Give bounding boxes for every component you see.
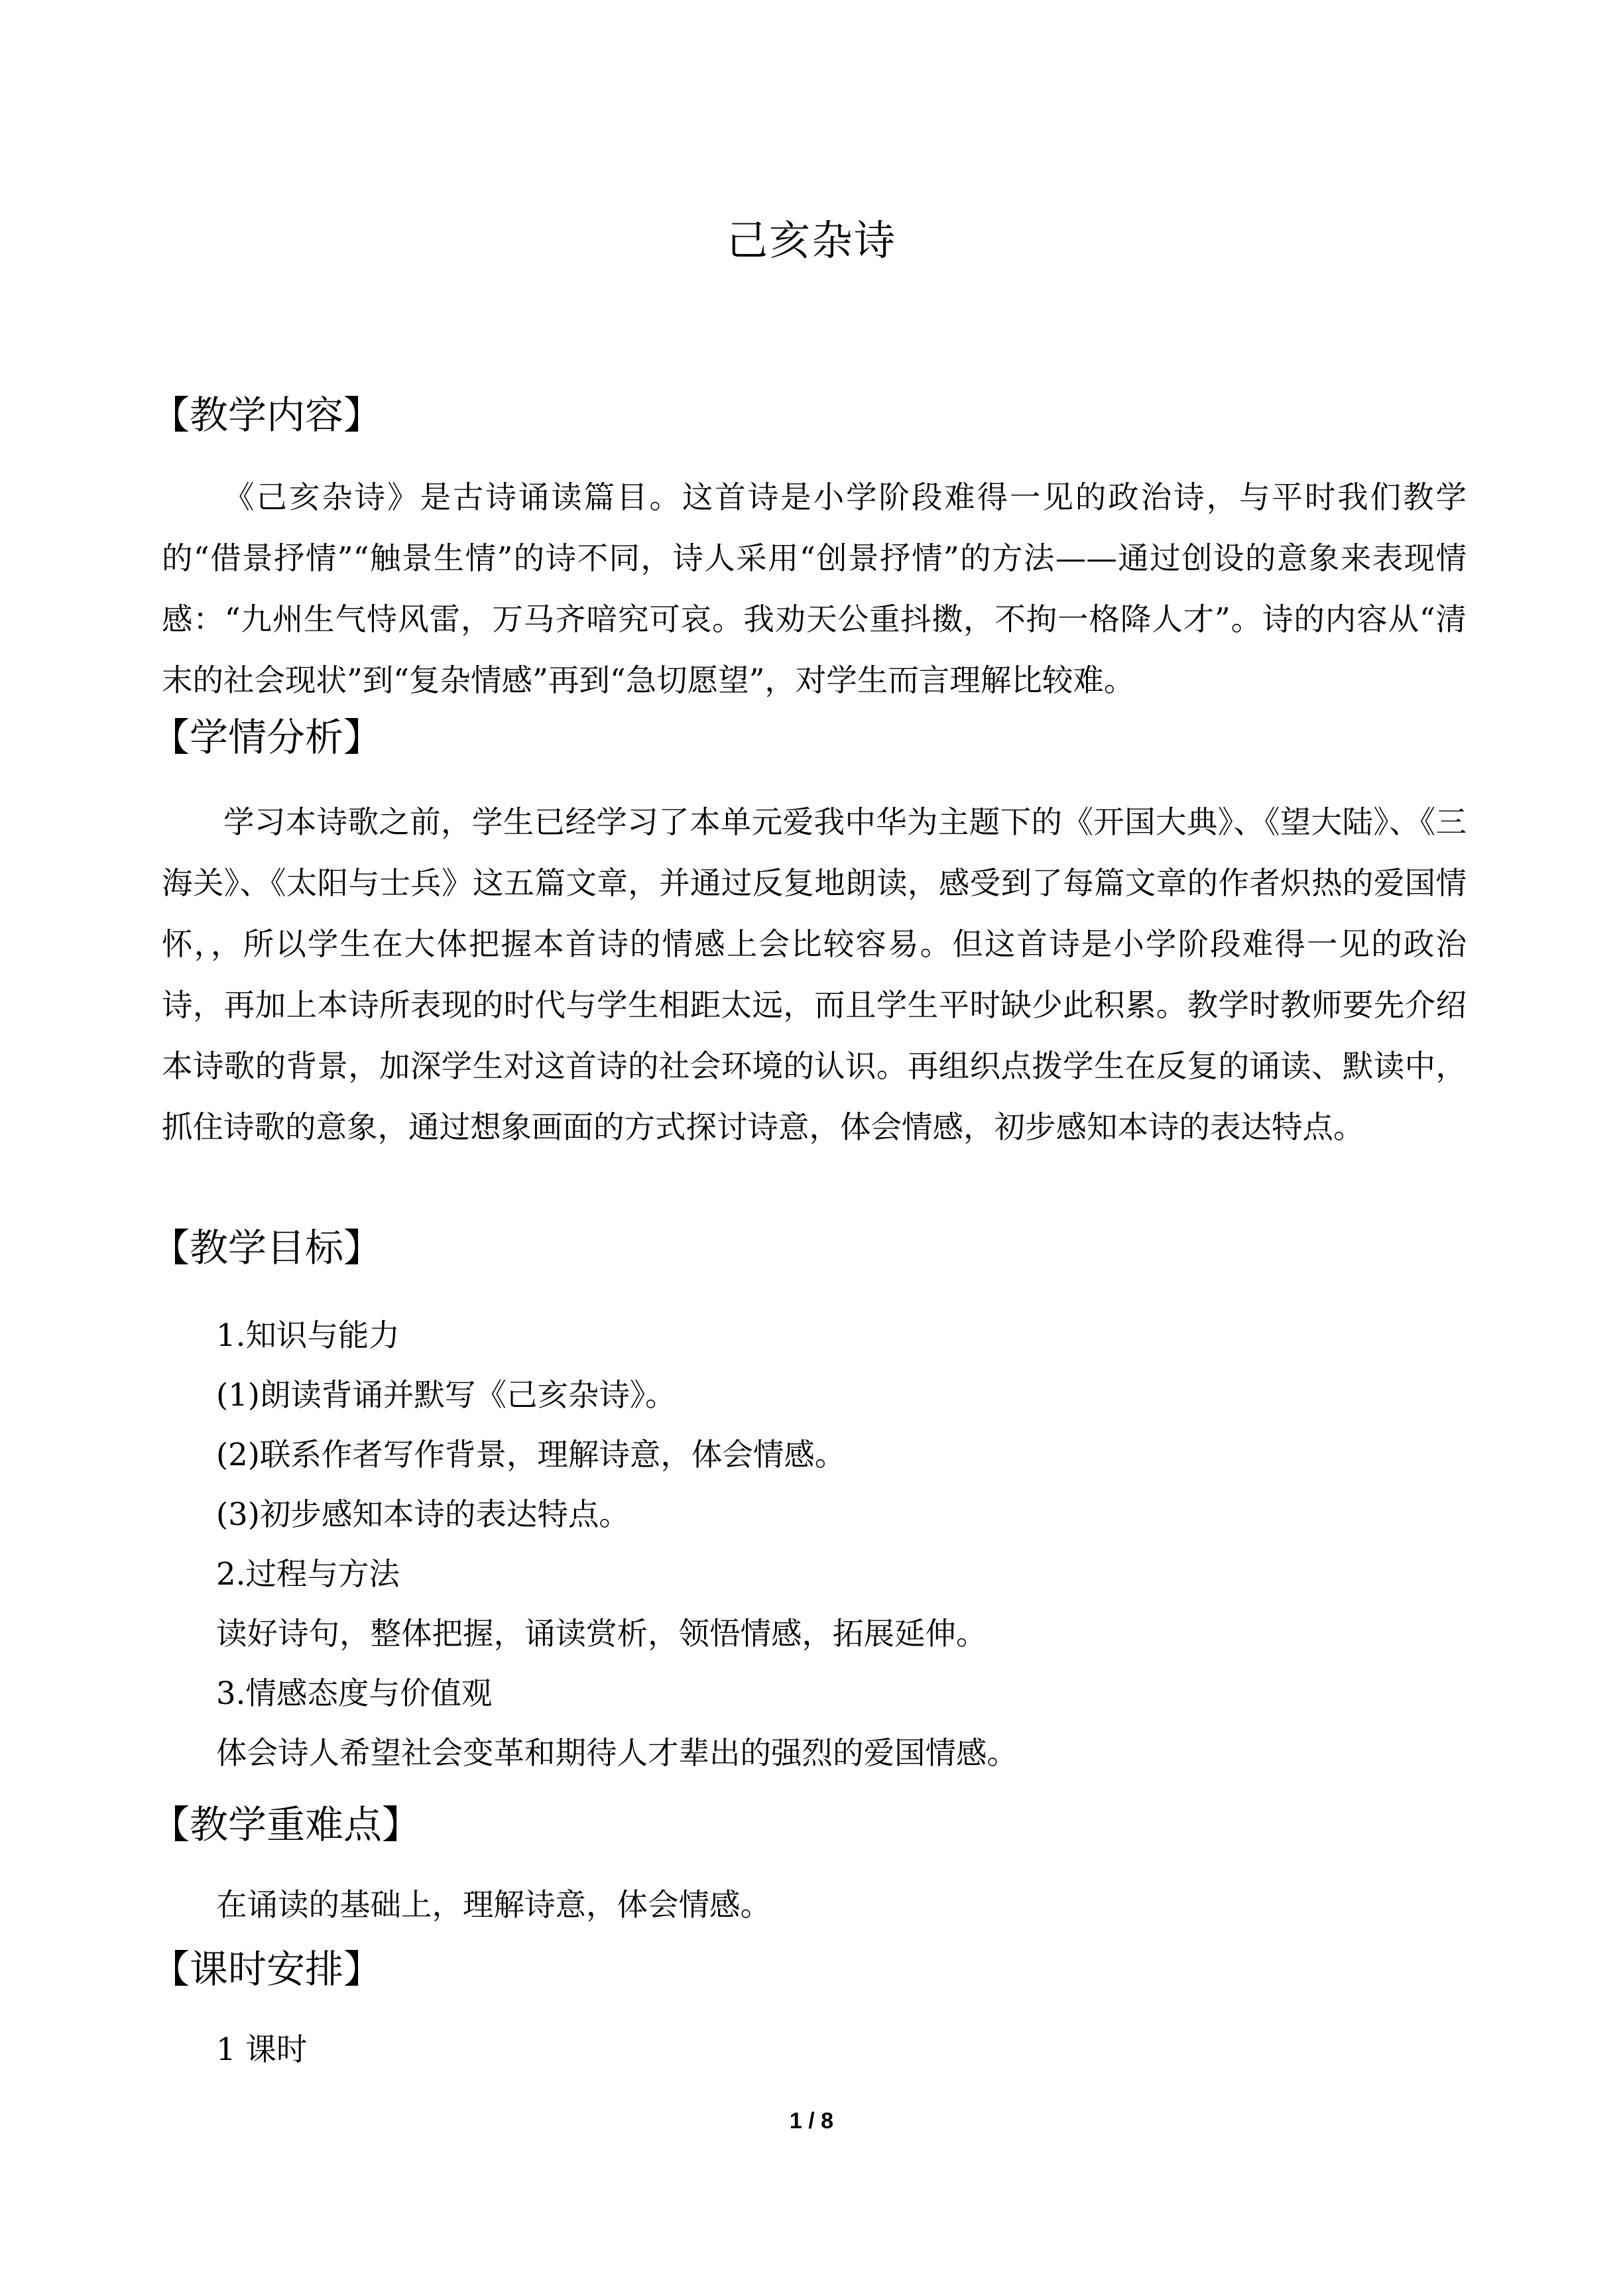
heading-teaching-content: 【教学内容】: [151, 393, 383, 438]
heading-key-difficulties: 【教学重难点】: [151, 1802, 421, 1847]
objective-line: 体会诗人希望社会变革和期待人才辈出的强烈的爱国情感。: [216, 1735, 1018, 1771]
paragraph-student-analysis: 学习本诗歌之前，学生已经学习了本单元爱我中华为主题下的《开国大典》、《望大陆》、《三海关》、《太阳与士兵》这五篇文章，并通过反复地朗读，感受到了每篇文章的作者炽热的爱国情怀，，所以学生在大体把握本首诗的情感上会比较容易。但这首诗是小学阶段难得一见的政治诗，再加上本诗所表现的时代与学生相距太远，而且学生平时缺少此积累。教学时教师要先介绍本诗歌的背景，加深学生对这首诗的社会环境的认识。再组织点拨学生在反复的诵读、默读中，抓住诗歌的意象，通过想象画面的方式探讨诗意，体会情感，初步感知本诗的表达特点。: [162, 804, 1467, 1145]
paragraph-teaching-content: 《己亥杂诗》是古诗诵读篇目。这首诗是小学阶段难得一见的政治诗，与平时我们教学的“借景抒情”“触景生情”的诗不同，诗人采用“创景抒情”的方法——通过创设的意象来表现情感：“九州生气恃风雷，万马齐喑究可哀。我劝天公重抖擞，不拘一格降人才”。诗的内容从“清末的社会现状”到“复杂情感”再到“急切愿望”，对学生而言理解比较难。: [162, 479, 1467, 698]
objective-line: 3.情感态度与价值观: [216, 1675, 493, 1711]
heading-student-analysis: 【学情分析】: [151, 715, 383, 760]
objective-line: (3)初步感知本诗的表达特点。: [216, 1496, 630, 1532]
heading-class-schedule: 【课时安排】: [151, 1947, 383, 1992]
heading-teaching-objectives: 【教学目标】: [151, 1225, 383, 1270]
objective-line: (2)联系作者写作背景，理解诗意，体会情感。: [216, 1437, 846, 1473]
objective-line: 1.知识与能力: [216, 1317, 400, 1353]
key-difficulties-text: 在诵读的基础上，理解诗意，体会情感。: [216, 1887, 771, 1923]
objective-line: (1)朗读背诵并默写《己亥杂诗》。: [216, 1377, 676, 1413]
document-title: 己亥杂诗: [726, 216, 896, 265]
objective-line: 读好诗句，整体把握，诵读赏析，领悟情感，拓展延伸。: [216, 1616, 987, 1652]
objective-line: 2.过程与方法: [216, 1556, 400, 1592]
class-schedule-text: 1 课时: [216, 2031, 308, 2067]
page-number: 1 / 8: [789, 2108, 834, 2134]
